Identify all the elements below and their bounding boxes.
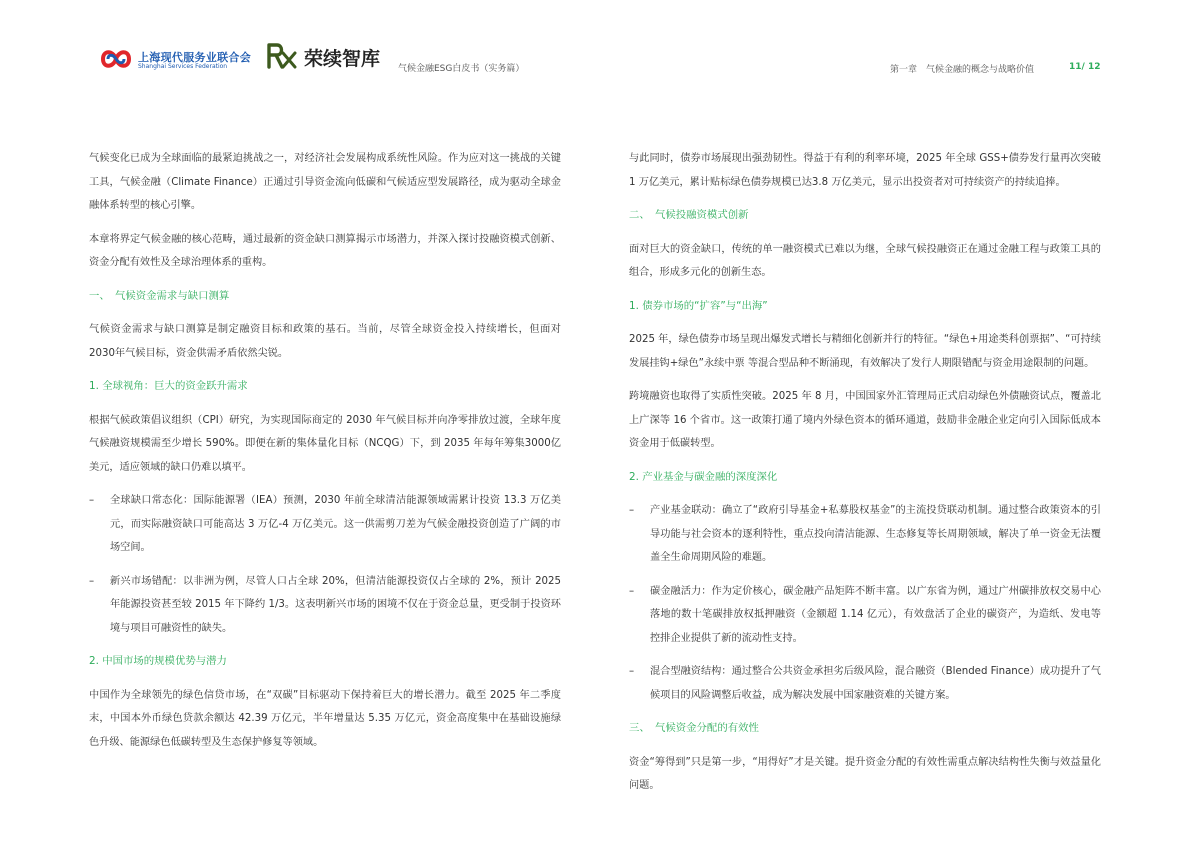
section-heading-2: 二、 气候投融资模式创新: [629, 209, 749, 221]
page-number: 11/ 12: [1069, 62, 1101, 72]
bullet-text: 产业基金联动：确立了“政府引导基金+私募股权基金”的主流投贷联动机制。通过整合政策资本的引导功能与社会资本的逐利特性，重点投向清洁能源、生态修复等长周期领域，解决了单一资金无法覆盖全生命周期风险的难题。: [650, 505, 1101, 563]
intro-paragraph-1: 气候变化已成为全球面临的最紧迫挑战之一，对经济社会发展构成系统性风险。作为应对这一挑战的关键工具，气候金融（Climate Finance）正通过引导资金流向低碳和气候适应型发展路径，成为驱动全球金融体系转型的核心引擎。: [89, 153, 561, 211]
subsection-heading-funds: 2. 产业基金与碳金融的深度深化: [629, 470, 778, 483]
subsection-heading-global: 1. 全球视角：巨大的资金跃升需求: [89, 380, 248, 392]
bullet-dash: –: [89, 575, 95, 587]
chapter-title: 第一章 气候金融的概念与战略价值: [890, 65, 1035, 75]
global-paragraph: 根据气候政策倡议组织（CPI）研究，为实现国际商定的 2030 年气候目标并向净零排放过渡，全球年度气候融资规模需至少增长 590%。即便在新的集体量化目标（NCQG）下，到 2035 年每年筹集3000亿美元，适应领域的缺口仍难以填平。: [89, 414, 561, 473]
section-2-paragraph: 面对巨大的资金缺口，传统的单一融资模式已难以为继，全球气候投融资正在通过金融工程与政策工具的组合，形成多元化的创新生态。: [629, 243, 1101, 278]
rongxu-name: 荣续智库: [304, 48, 381, 70]
bullet-item: [629, 660, 1101, 707]
bond-market-paragraph: 与此同时，债券市场展现出强劲韧性。得益于有利的利率环境，2025 年全球 GSS+债券发行量再次突破 1 万亿美元，累计贴标绿色债券规模已达3.8 万亿美元，显示出投资者对可持续资产的持续追捧。: [629, 153, 1101, 188]
bullet-text: 混合型融资结构：通过整合公共资金承担劣后级风险，混合融资（Blended Finance）成功提升了气候项目的风险调整后收益，成为解决发展中国家融资难的关键方案。: [650, 666, 1101, 701]
section-heading-3: 三、 气候资金分配的有效性: [629, 722, 759, 734]
right-column: [629, 147, 1101, 798]
intro-paragraph-2: 本章将界定气候金融的核心范畴，通过最新的资金缺口测算揭示市场潜力，并深入探讨投融资模式创新、资金分配有效性及全球治理体系的重构。: [89, 233, 561, 268]
bullet-text: 新兴市场错配：以非洲为例，尽管人口占全球 20%，但清洁能源投资仅占全球的 2%，预计 2025 年能源投资甚至较 2015 年下降约 1/3。这表明新兴市场的困境不仅在于资金总量，更受制于投资环境与项目可融资性的缺失。: [110, 575, 561, 634]
page-header: [0, 0, 1190, 90]
document-title: 气候金融ESG白皮书（实务篇）: [398, 64, 525, 74]
bonds-paragraph-2: 跨境融资也取得了实质性突破。2025 年 8 月，中国国家外汇管理局正式启动绿色外债融资试点，覆盖北上广深等 16 个省市。这一政策打通了境内外绿色资本的循环通道，鼓励非金融企业定向引入国际低成本资金用于低碳转型。: [629, 391, 1101, 449]
left-column: [89, 147, 561, 754]
bonds-paragraph-1: 2025 年，绿色债券市场呈现出爆发式增长与精细化创新并行的特征。“绿色+用途类科创票据”、“可持续发展挂钩+绿色”永续中票 等混合型品种不断涌现，有效解决了发行人期限错配与资金用途限制的问题。: [629, 334, 1101, 369]
federation-name-en: Shanghai Services Federation: [138, 63, 228, 70]
bullet-item: [89, 570, 561, 641]
bullet-dash: –: [629, 585, 635, 597]
bullet-item: [629, 499, 1101, 570]
bullet-dash: –: [629, 505, 635, 516]
shanghai-services-federation-logo: [99, 44, 249, 74]
federation-name-cn: 上海现代服务业联合会: [138, 51, 251, 64]
rx-logo-icon: [266, 43, 298, 69]
bullet-dash: –: [89, 495, 95, 506]
section-heading-1: 一、 气候资金需求与缺口测算: [89, 289, 230, 302]
subsection-heading-china: 2. 中国市场的规模优势与潜力: [89, 655, 227, 667]
section-3-paragraph: 资金“筹得到”只是第一步，“用得好”才是关键。提升资金分配的有效性需重点解决结构性失衡与效益量化问题。: [629, 756, 1101, 791]
section-1-paragraph: 气候资金需求与缺口测算是制定融资目标和政策的基石。当前，尽管全球资金投入持续增长，但面对2030年气候目标，资金供需矛盾依然尖锐。: [89, 324, 561, 359]
bullet-item: [89, 489, 561, 560]
china-paragraph: 中国作为全球领先的绿色信贷市场，在“双碳”目标驱动下保持着巨大的增长潜力。截至 2025 年二季度末，中国本外币绿色贷款余额达 42.39 万亿元，半年增量达 5.35 万亿元，资金高度集中在基础设施绿色升级、能源绿色低碳转型及生态保护修复等领域。: [89, 689, 561, 748]
rongxu-think-tank-logo: [266, 41, 396, 71]
bullet-text: 碳金融活力：作为定价核心，碳金融产品矩阵不断丰富。以广东省为例，通过广州碳排放权交易中心落地的数十笔碳排放权抵押融资（金额超 1.14 亿元），有效盘活了企业的碳资产，为造纸、发电等控排企业提供了新的流动性支持。: [650, 585, 1101, 644]
bullet-text: 全球缺口常态化：国际能源署（IEA）预测，2030 年前全球清洁能源领域需累计投资 13.3 万亿美元，而实际融资缺口可能高达 3 万亿-4 万亿美元。这一供需剪刀差为气候金融投资创造了广阔的市场空间。: [110, 495, 561, 553]
bullet-item: [629, 580, 1101, 651]
federation-logo-icon: [99, 44, 133, 74]
subsection-heading-bonds: 1. 债券市场的“扩容”与“出海”: [629, 299, 768, 312]
bullet-dash: –: [629, 666, 635, 677]
